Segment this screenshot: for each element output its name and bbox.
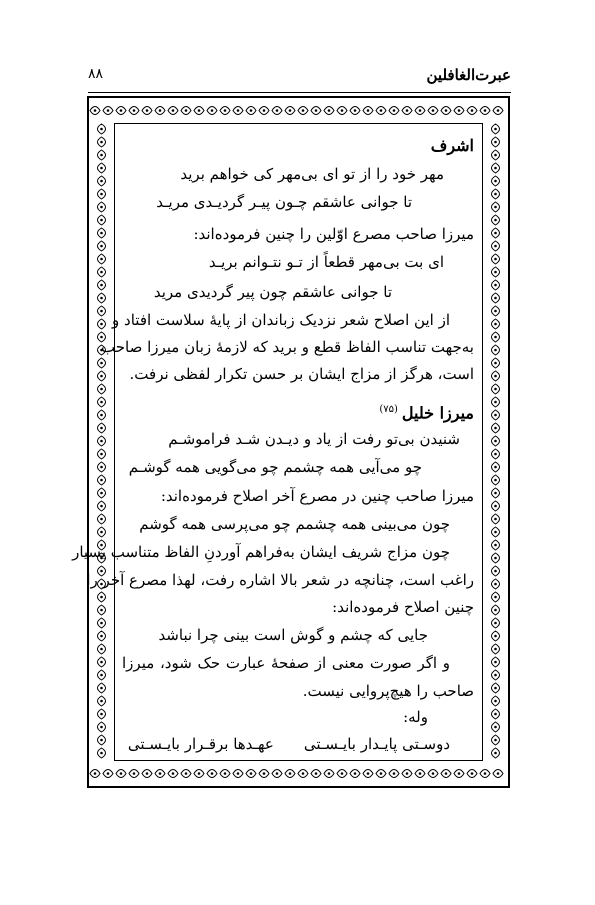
ornament-pattern xyxy=(483,123,508,761)
ornament-dot xyxy=(380,772,383,775)
ornament-dot xyxy=(354,772,357,775)
ornament-dot xyxy=(494,596,497,599)
ornament-dot xyxy=(159,109,162,112)
ornament-dot xyxy=(289,772,292,775)
ornament-dot xyxy=(100,427,103,430)
ornament-dot xyxy=(484,109,487,112)
book-title: عبرت‌الغافلین xyxy=(426,66,511,84)
hemistich-right: دوسـتی پایـدار بایـسـتی xyxy=(303,735,450,753)
ornament-dot xyxy=(185,772,188,775)
ornament-dot xyxy=(100,739,103,742)
ornament-dot xyxy=(100,388,103,391)
ornament-dot xyxy=(250,772,253,775)
text-block xyxy=(72,127,474,755)
ornament-dot xyxy=(432,109,435,112)
ornament-dot xyxy=(100,466,103,469)
ornament-dot xyxy=(276,109,279,112)
ornament-dot xyxy=(237,772,240,775)
prose-line: راغب است، چنانچه در شعر بالا اشاره رفت، لهذا مصرع آخر را xyxy=(86,571,474,589)
ornament-dot xyxy=(211,772,214,775)
ornament-dot xyxy=(100,297,103,300)
section-heading xyxy=(122,395,474,425)
ornament-dot xyxy=(100,414,103,417)
prose-line: به‌جهت تناسب الفاظ قطع و برید که لازمهٔ زبان میرزا صاحب xyxy=(101,338,474,356)
ornament-dot xyxy=(94,772,97,775)
ornament-dot xyxy=(224,772,227,775)
ornament-dot xyxy=(393,772,396,775)
verse-line: تا جوانی عاشقم چون پیر گردیدی مرید xyxy=(153,283,392,301)
verse-line: جایی که چشم و گوش است بینی چرا نباشد xyxy=(158,626,428,644)
ornament-dot xyxy=(471,772,474,775)
ornament-dot xyxy=(263,109,266,112)
verse-line: چون می‌بینی همه چشمم چو می‌پرسی همه گوشم xyxy=(139,515,450,533)
ornament-dot xyxy=(494,141,497,144)
ornament-dot xyxy=(100,453,103,456)
ornament-dot xyxy=(328,109,331,112)
ornament-dot xyxy=(100,635,103,638)
ornament-dot xyxy=(445,772,448,775)
ornament-dot xyxy=(471,109,474,112)
ornament-dot xyxy=(185,109,188,112)
ornament-dot xyxy=(100,713,103,716)
ornament-pattern xyxy=(89,761,508,786)
running-head xyxy=(88,62,511,90)
ornament-dot xyxy=(494,440,497,443)
ornament-dot xyxy=(494,245,497,248)
ornament-dot xyxy=(494,427,497,430)
ornament-dot xyxy=(494,284,497,287)
ornament-dot xyxy=(100,245,103,248)
ornament-dot xyxy=(494,752,497,755)
ornament-dot xyxy=(494,219,497,222)
ornament-dot xyxy=(393,109,396,112)
ornament-dot xyxy=(494,193,497,196)
ornament-dot xyxy=(494,401,497,404)
ornament-dot xyxy=(237,109,240,112)
header-rule xyxy=(88,92,511,93)
ornament-dot xyxy=(494,531,497,534)
ornament-dot xyxy=(494,336,497,339)
ornament-dot xyxy=(198,109,201,112)
ornament-dot xyxy=(494,453,497,456)
ornament-dot xyxy=(100,648,103,651)
ornament-dot xyxy=(494,739,497,742)
ornament-dot xyxy=(494,310,497,313)
ornament-dot xyxy=(100,375,103,378)
ornament-dot xyxy=(494,206,497,209)
ornament-dot xyxy=(100,154,103,157)
ornament-dot xyxy=(94,109,97,112)
ornament-dot xyxy=(494,349,497,352)
ornament-dot xyxy=(172,772,175,775)
ornament-dot xyxy=(494,128,497,131)
ornament-dot xyxy=(494,375,497,378)
ornamental-border-right xyxy=(483,123,508,761)
ornament-dot xyxy=(445,109,448,112)
ornament-dot xyxy=(494,713,497,716)
ornament-dot xyxy=(159,772,162,775)
section-heading-text: میرزا خلیل xyxy=(401,403,474,423)
ornament-dot xyxy=(367,772,370,775)
hemistich-gap xyxy=(274,729,304,759)
ornament-dot xyxy=(497,109,500,112)
ornament-dot xyxy=(497,772,500,775)
ornament-dot xyxy=(494,362,497,365)
ornament-dot xyxy=(302,772,305,775)
ornament-dot xyxy=(380,109,383,112)
ornament-dot xyxy=(494,167,497,170)
ornament-dot xyxy=(494,479,497,482)
ornament-dot xyxy=(100,622,103,625)
prose-line: است، هرگز از مزاج ایشان بر حسن تکرار لفظی نرفت. xyxy=(129,365,474,383)
ornament-dot xyxy=(100,752,103,755)
ornament-dot xyxy=(494,271,497,274)
ornament-dot xyxy=(133,109,136,112)
ornament-dot xyxy=(100,362,103,365)
ornamental-border-bottom xyxy=(89,761,508,786)
ornament-dot xyxy=(494,323,497,326)
ornament-dot xyxy=(494,232,497,235)
prose-line: چنین اصلاح فرموده‌اند: xyxy=(332,598,474,616)
ornament-dot xyxy=(494,661,497,664)
ornament-dot xyxy=(146,109,149,112)
ornament-dot xyxy=(100,323,103,326)
ornament-dot xyxy=(100,128,103,131)
prose-line: وله: xyxy=(403,708,428,726)
ornament-dot xyxy=(276,772,279,775)
ornament-dot xyxy=(120,109,123,112)
ornament-dot xyxy=(494,492,497,495)
ornament-dot xyxy=(302,109,305,112)
ornament-dot xyxy=(100,232,103,235)
ornament-dot xyxy=(315,772,318,775)
ornament-dot xyxy=(100,492,103,495)
ornament-dot xyxy=(494,557,497,560)
ornament-dot xyxy=(100,479,103,482)
ornament-dot xyxy=(419,109,422,112)
prose-line: صاحب را هیچ‌پروایی نیست. xyxy=(302,682,474,700)
ornament-dot xyxy=(107,109,110,112)
verse-line: تا جوانی عاشقم چـون پیـر گردیـدی مریـد xyxy=(156,193,412,211)
prose-line: از این اصلاح شعر نزدیک زباندان از پایهٔ سلاست افتاد و xyxy=(112,311,450,329)
footnote-marker: (۷۵) xyxy=(379,404,398,415)
ornament-dot xyxy=(494,622,497,625)
ornament-dot xyxy=(211,109,214,112)
ornament-dot xyxy=(120,772,123,775)
ornament-dot xyxy=(494,674,497,677)
ornament-dot xyxy=(328,772,331,775)
ornament-dot xyxy=(100,674,103,677)
ornament-dot xyxy=(100,531,103,534)
ornament-dot xyxy=(494,518,497,521)
ornament-pattern xyxy=(89,123,114,761)
ornament-dot xyxy=(100,596,103,599)
ornament-dot xyxy=(100,193,103,196)
ornament-dot xyxy=(100,271,103,274)
ornament-dot xyxy=(458,772,461,775)
ornament-dot xyxy=(100,609,103,612)
ornamental-border-left xyxy=(89,123,114,761)
ornament-dot xyxy=(100,167,103,170)
ornament-pattern xyxy=(89,98,508,123)
ornament-dot xyxy=(100,258,103,261)
ornament-dot xyxy=(100,219,103,222)
ornament-dot xyxy=(419,772,422,775)
page-number: ۸۸ xyxy=(88,66,104,82)
verse-couplet xyxy=(122,729,450,759)
ornament-dot xyxy=(494,635,497,638)
ornament-dot xyxy=(133,772,136,775)
ornament-dot xyxy=(494,570,497,573)
ornament-dot xyxy=(432,772,435,775)
ornament-dot xyxy=(341,109,344,112)
ornament-dot xyxy=(172,109,175,112)
ornament-dot xyxy=(263,772,266,775)
prose-line: میرزا صاحب مصرع اوّلین را چنین فرموده‌اند: xyxy=(193,225,474,243)
ornament-dot xyxy=(100,518,103,521)
ornament-dot xyxy=(494,648,497,651)
ornament-dot xyxy=(494,609,497,612)
ornament-dot xyxy=(494,726,497,729)
ornament-dot xyxy=(100,401,103,404)
section-heading xyxy=(122,131,474,161)
ornament-dot xyxy=(100,726,103,729)
verse-line: چو می‌آیی همه چشمم چو می‌گویی همه گوشـم xyxy=(128,458,422,476)
ornament-dot xyxy=(494,414,497,417)
ornament-dot xyxy=(100,505,103,508)
ornament-dot xyxy=(494,687,497,690)
verse-line: مهر خود را از تو ای بی‌مهر کی خواهم برید xyxy=(180,165,444,183)
ornament-dot xyxy=(354,109,357,112)
ornament-dot xyxy=(494,297,497,300)
ornament-dot xyxy=(100,661,103,664)
ornament-dot xyxy=(484,772,487,775)
ornament-dot xyxy=(494,466,497,469)
ornament-dot xyxy=(494,154,497,157)
ornament-dot xyxy=(224,109,227,112)
ornament-dot xyxy=(494,700,497,703)
prose-line: چون مزاج شریف ایشان به‌فراهم آوردنِ الفاظ متناسب بسیار xyxy=(72,543,450,561)
ornament-dot xyxy=(458,109,461,112)
ornament-dot xyxy=(100,440,103,443)
ornament-dot xyxy=(100,141,103,144)
ornament-dot xyxy=(494,505,497,508)
prose-line: و اگر صورت معنی از صفحهٔ عبارت حک شود، میرزا xyxy=(122,654,450,672)
hemistich-left: عهـدها برقـرار بایـسـتی xyxy=(127,735,274,753)
ornament-dot xyxy=(367,109,370,112)
ornament-dot xyxy=(100,687,103,690)
ornament-dot xyxy=(107,772,110,775)
ornament-dot xyxy=(494,180,497,183)
ornament-dot xyxy=(100,284,103,287)
ornament-dot xyxy=(289,109,292,112)
verse-line: شنیدن بی‌تو رفت از یاد و دیـدن شـد فراموشـم xyxy=(168,430,460,448)
ornament-dot xyxy=(406,772,409,775)
ornament-dot xyxy=(198,772,201,775)
ornament-dot xyxy=(100,206,103,209)
ornament-dot xyxy=(494,388,497,391)
ornament-dot xyxy=(100,310,103,313)
ornament-dot xyxy=(100,700,103,703)
ornamental-border-top xyxy=(89,98,508,123)
ornament-dot xyxy=(250,109,253,112)
section-heading-text: اشرف xyxy=(430,136,474,155)
ornament-dot xyxy=(406,109,409,112)
verse-line: ای بت بی‌مهر قطعاً از تـو نتـوانم بریـد xyxy=(208,253,444,271)
ornament-dot xyxy=(100,180,103,183)
prose-line: میرزا صاحب چنین در مصرع آخر اصلاح فرموده‌اند: xyxy=(160,487,474,505)
ornament-dot xyxy=(315,109,318,112)
ornament-dot xyxy=(494,544,497,547)
ornament-dot xyxy=(494,258,497,261)
ornament-dot xyxy=(494,583,497,586)
ornament-dot xyxy=(146,772,149,775)
ornament-dot xyxy=(341,772,344,775)
